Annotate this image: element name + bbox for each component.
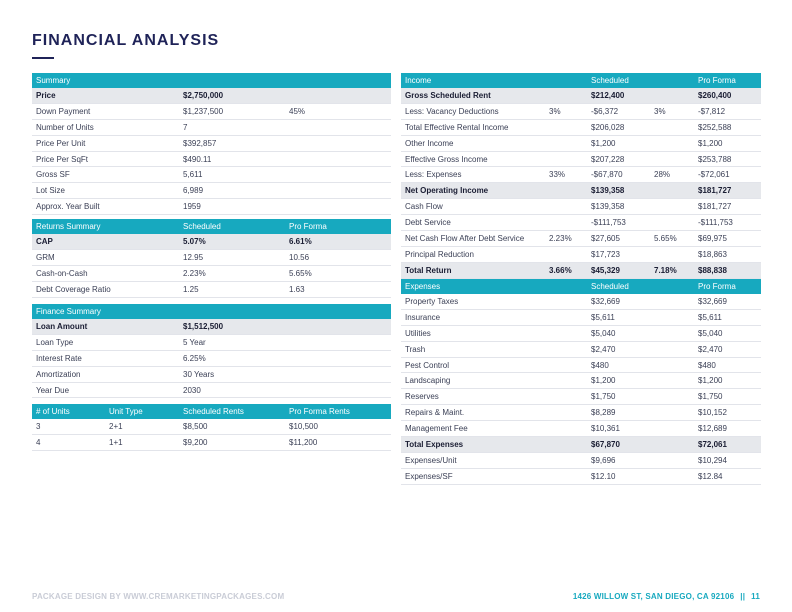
table-cell [285, 334, 391, 350]
table-cell: $1,512,500 [179, 319, 285, 334]
table-cell: $252,588 [698, 122, 732, 132]
table-cell: $69,975 [698, 233, 727, 243]
table-cell: Effective Gross Income [405, 154, 488, 164]
table-cell: Expenses/SF [405, 471, 453, 481]
summary-header-row [32, 73, 391, 88]
table-row [32, 234, 391, 249]
table-cell: 5 Year [183, 337, 206, 347]
table-cell: 5.07% [179, 234, 285, 249]
table-cell: Insurance [405, 312, 441, 322]
units-header-cell: Scheduled Rents [179, 404, 285, 419]
table-row [401, 246, 761, 262]
table-cell [650, 199, 694, 215]
table-row [32, 103, 391, 119]
table-cell: $490.11 [183, 154, 212, 164]
table-cell: Pest Control [405, 360, 450, 370]
table-cell: -$6,372 [591, 106, 619, 116]
income-header-cell: Income [401, 73, 545, 88]
title-underline [32, 57, 54, 59]
table-row [401, 88, 761, 103]
table-cell [545, 215, 587, 231]
table-cell [285, 151, 391, 167]
table-cell: 5.65% [654, 233, 677, 243]
table-cell: $480 [591, 360, 609, 370]
table-cell [545, 151, 587, 167]
table-row [401, 262, 761, 278]
table-cell: $139,358 [587, 183, 650, 199]
table-cell: Expenses/Unit [405, 455, 457, 465]
expenses-header-cell: Scheduled [587, 279, 694, 294]
table-row [32, 350, 391, 366]
table-row [401, 405, 761, 421]
table-cell: Management Fee [405, 424, 468, 434]
table-cell [285, 382, 391, 398]
table-cell: 1959 [183, 202, 201, 212]
table-cell: 30 Years [183, 369, 215, 379]
footer-address-block [573, 592, 760, 601]
table-cell [285, 119, 391, 135]
table-cell: 2.23% [183, 268, 206, 278]
table-cell: -$72,061 [698, 170, 730, 180]
table-cell: $2,750,000 [179, 88, 285, 103]
table-row [401, 389, 761, 405]
income-header-row [401, 73, 761, 88]
table-cell [285, 366, 391, 382]
footer-credit: PACKAGE DESIGN BY WWW.CREMARKETINGPACKAGES.COM [32, 592, 285, 601]
table-cell: Property Taxes [405, 296, 459, 306]
table-cell: $9,200 [183, 437, 208, 447]
units-header-cell: Unit Type [105, 404, 179, 419]
table-cell: 33% [549, 170, 566, 180]
table-cell: Year Due [36, 385, 70, 395]
summary-header-cell [285, 73, 391, 88]
table-row [401, 309, 761, 325]
income-header-cell: Pro Forma [694, 73, 761, 88]
table-cell: Landscaping [405, 376, 451, 386]
table-cell: Approx. Year Built [36, 202, 100, 212]
table-cell: $139,358 [591, 202, 625, 212]
footer-separator: || [740, 592, 746, 601]
table-cell: $1,750 [698, 392, 723, 402]
table-cell: 6,989 [183, 186, 204, 196]
table-cell [285, 350, 391, 366]
expenses-header-cell: Expenses [401, 279, 587, 294]
table-cell: Reserves [405, 392, 439, 402]
table-cell: $10,152 [698, 408, 727, 418]
finance-summary-table [32, 304, 391, 398]
table-cell: Less: Vacancy Deductions [405, 106, 499, 116]
table-cell [285, 88, 391, 103]
table-cell: Repairs & Maint. [405, 408, 465, 418]
table-cell: 2+1 [109, 421, 123, 431]
table-cell: $253,788 [698, 154, 732, 164]
table-cell: $32,669 [591, 296, 620, 306]
table-cell: $72,061 [694, 437, 761, 453]
table-cell: $260,400 [694, 88, 761, 103]
table-cell: Number of Units [36, 122, 94, 132]
table-cell: $1,200 [698, 138, 723, 148]
table-cell: CAP [32, 234, 179, 249]
table-row [32, 183, 391, 199]
table-cell: 1.63 [289, 284, 305, 294]
table-cell [545, 88, 587, 103]
table-cell: $5,040 [698, 328, 723, 338]
table-row [401, 452, 761, 468]
table-cell: 1+1 [109, 437, 123, 447]
table-cell: Lot Size [36, 186, 65, 196]
table-cell: $1,750 [591, 392, 616, 402]
table-cell: Net Operating Income [401, 183, 545, 199]
table-cell: 3.66% [545, 262, 587, 278]
table-cell: Debt Service [405, 218, 451, 228]
table-cell [545, 199, 587, 215]
table-cell [650, 119, 694, 135]
table-row [401, 373, 761, 389]
table-cell: Down Payment [36, 106, 91, 116]
table-cell: $11,200 [289, 437, 318, 447]
table-row [32, 265, 391, 281]
table-cell: $18,863 [698, 249, 727, 259]
table-cell [650, 135, 694, 151]
table-cell: Net Cash Flow After Debt Service [405, 233, 525, 243]
table-cell: $9,696 [591, 455, 616, 465]
table-cell: 7 [183, 122, 188, 132]
table-cell: 45% [289, 106, 306, 116]
table-cell: $45,329 [587, 262, 650, 278]
table-cell: Cash-on-Cash [36, 268, 88, 278]
table-cell: 4 [36, 437, 41, 447]
table-row [401, 294, 761, 309]
table-cell: $5,611 [698, 312, 722, 322]
table-cell: 6.25% [183, 353, 206, 363]
table-row [32, 434, 391, 450]
table-cell [545, 246, 587, 262]
table-row [32, 119, 391, 135]
table-cell: Price Per Unit [36, 138, 86, 148]
table-cell: $2,470 [698, 344, 723, 354]
table-row [401, 119, 761, 135]
income-header-cell [650, 73, 694, 88]
table-cell: 10.56 [289, 252, 310, 262]
income-header-cell: Scheduled [587, 73, 650, 88]
table-row [32, 167, 391, 183]
table-row [32, 419, 391, 434]
table-cell: 12.95 [183, 252, 204, 262]
table-cell: $5,611 [591, 312, 615, 322]
table-cell: $8,500 [183, 421, 208, 431]
summary-table [32, 73, 391, 215]
table-cell: Price Per SqFt [36, 154, 89, 164]
table-row [401, 437, 761, 453]
table-cell: $12.10 [591, 471, 616, 481]
table-row [32, 382, 391, 398]
table-cell: GRM [36, 252, 55, 262]
table-cell: 3 [36, 421, 41, 431]
table-cell: Debt Coverage Ratio [36, 284, 111, 294]
table-cell: $10,294 [698, 455, 727, 465]
table-cell [285, 183, 391, 199]
table-cell: Utilities [405, 328, 431, 338]
returns-summary-table [32, 219, 391, 298]
table-cell [650, 88, 694, 103]
table-cell [650, 246, 694, 262]
table-row [32, 334, 391, 350]
table-cell [545, 183, 587, 199]
expenses-header-cell: Pro Forma [694, 279, 761, 294]
table-cell: Principal Reduction [405, 249, 474, 259]
returns-header-cell: Returns Summary [32, 219, 179, 234]
table-row [401, 103, 761, 119]
table-cell: 6.61% [285, 234, 391, 249]
table-cell: $12,689 [698, 424, 727, 434]
table-cell: $17,723 [591, 249, 620, 259]
table-cell: $88,838 [694, 262, 761, 278]
table-cell: 2030 [183, 385, 201, 395]
table-row [401, 215, 761, 231]
table-row [32, 281, 391, 297]
expenses-table [401, 279, 761, 485]
table-row [401, 341, 761, 357]
table-cell: -$67,870 [591, 170, 623, 180]
table-row [401, 199, 761, 215]
table-row [401, 167, 761, 183]
table-cell: $181,727 [694, 183, 761, 199]
table-cell: $2,470 [591, 344, 616, 354]
table-cell: $206,028 [591, 122, 625, 132]
table-cell: 28% [654, 170, 671, 180]
table-cell: Total Expenses [401, 437, 587, 453]
table-cell: $181,727 [698, 202, 732, 212]
table-row [32, 199, 391, 215]
finance-header-cell [285, 304, 391, 319]
table-cell [545, 135, 587, 151]
table-cell: -$7,812 [698, 106, 726, 116]
table-cell [545, 119, 587, 135]
table-cell: $10,361 [591, 424, 620, 434]
table-row [32, 249, 391, 265]
table-cell: 2.23% [549, 233, 572, 243]
finance-header-cell: Finance Summary [32, 304, 179, 319]
table-cell: $1,200 [591, 376, 616, 386]
table-row [401, 325, 761, 341]
table-cell [285, 319, 391, 334]
table-cell: Less: Expenses [405, 170, 462, 180]
table-cell: Gross Scheduled Rent [401, 88, 545, 103]
expenses-header-row [401, 279, 761, 294]
table-cell: 3% [654, 106, 666, 116]
table-cell: $27,605 [591, 233, 620, 243]
table-row [401, 183, 761, 199]
table-row [32, 366, 391, 382]
table-cell: Loan Amount [32, 319, 179, 334]
table-cell: Total Effective Rental Income [405, 122, 509, 132]
table-cell: Interest Rate [36, 353, 82, 363]
table-cell [285, 167, 391, 183]
table-row [32, 88, 391, 103]
table-cell: $10,500 [289, 421, 318, 431]
table-cell: $480 [698, 360, 716, 370]
page-title: FINANCIAL ANALYSIS [32, 32, 220, 49]
table-cell [650, 183, 694, 199]
income-header-cell [545, 73, 587, 88]
table-cell [650, 215, 694, 231]
table-cell [285, 199, 391, 215]
table-cell: $32,669 [698, 296, 727, 306]
table-row [32, 319, 391, 334]
table-row [32, 135, 391, 151]
unit-mix-table [32, 404, 391, 451]
income-table [401, 73, 761, 279]
returns-header-cell: Scheduled [179, 219, 285, 234]
table-cell: -$111,753 [591, 218, 626, 228]
finance-header-cell [179, 304, 285, 319]
table-cell: 3% [549, 106, 561, 116]
table-row [401, 151, 761, 167]
table-cell: $212,400 [587, 88, 650, 103]
table-cell: $1,200 [698, 376, 723, 386]
table-cell: $207,228 [591, 154, 625, 164]
table-cell: $392,857 [183, 138, 217, 148]
table-cell: 1.25 [183, 284, 199, 294]
table-cell: $1,237,500 [183, 106, 224, 116]
table-row [401, 468, 761, 484]
table-cell: Cash Flow [405, 202, 443, 212]
returns-header-cell: Pro Forma [285, 219, 391, 234]
table-cell: $67,870 [587, 437, 694, 453]
table-cell [650, 151, 694, 167]
table-cell: -$111,753 [698, 218, 733, 228]
returns-header-row [32, 219, 391, 234]
summary-header-cell: Summary [32, 73, 179, 88]
table-cell: Price [32, 88, 179, 103]
table-cell: Gross SF [36, 170, 70, 180]
table-cell: Total Return [401, 262, 545, 278]
finance-header-row [32, 304, 391, 319]
table-cell: $5,040 [591, 328, 616, 338]
table-cell: Trash [405, 344, 426, 354]
table-cell: 5.65% [289, 268, 312, 278]
table-cell: $1,200 [591, 138, 616, 148]
page-number: 11 [751, 592, 760, 601]
table-row [32, 151, 391, 167]
table-cell: Other Income [405, 138, 454, 148]
units-header-cell: # of Units [32, 404, 105, 419]
footer-address: 1426 WILLOW ST, SAN DIEGO, CA 92106 [572, 592, 735, 601]
table-row [401, 135, 761, 151]
table-row [401, 231, 761, 247]
table-cell: 5,611 [183, 170, 203, 180]
units-header-row [32, 404, 391, 419]
summary-header-cell [179, 73, 285, 88]
table-row [401, 357, 761, 373]
table-cell: $12.84 [698, 471, 723, 481]
table-cell: 7.18% [650, 262, 694, 278]
table-cell: Amortization [36, 369, 81, 379]
units-header-cell: Pro Forma Rents [285, 404, 391, 419]
table-cell [285, 135, 391, 151]
table-cell: Loan Type [36, 337, 74, 347]
table-cell: $8,289 [591, 408, 616, 418]
table-row [401, 421, 761, 437]
